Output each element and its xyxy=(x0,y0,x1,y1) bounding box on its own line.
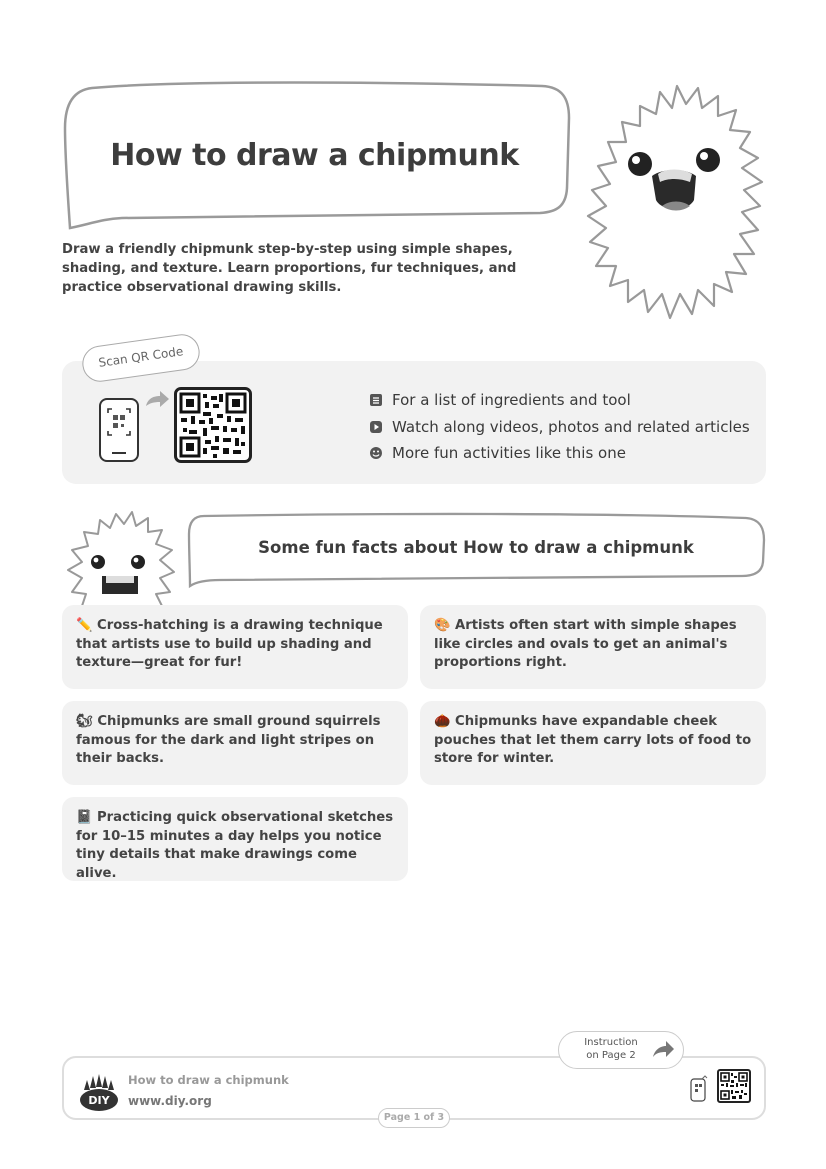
instruction-line-2: on Page 2 xyxy=(586,1050,636,1061)
facts-heading: Some fun facts about How to draw a chipmunk xyxy=(258,538,694,557)
arrow-right-icon xyxy=(651,1040,675,1060)
title-bubble xyxy=(62,78,572,230)
smiley-icon xyxy=(369,446,383,460)
footer-title: How to draw a chipmunk xyxy=(128,1073,289,1087)
play-icon xyxy=(369,420,383,434)
list-item-label: Watch along videos, photos and related articles xyxy=(392,417,750,436)
page-title: How to draw a chipmunk xyxy=(110,138,519,173)
fact-card: 🐿 Chipmunks are small ground squirrels famous for the dark and light stripes on their backs. xyxy=(62,701,408,785)
list-item-label: More fun activities like this one xyxy=(392,444,626,463)
scan-qr-tag: Scan QR Code xyxy=(80,332,202,384)
instruction-line-1: Instruction xyxy=(584,1037,638,1048)
instruction-label xyxy=(577,1036,645,1062)
phone-icon xyxy=(98,397,140,463)
facts-heading-bubble xyxy=(186,512,766,588)
qr-code-pattern-icon xyxy=(719,1071,749,1101)
instruction-link[interactable] xyxy=(558,1031,684,1069)
fact-card: ✏️ Cross-hatching is a drawing technique that artists use to build up shading and texture—great for fur! xyxy=(62,605,408,689)
page-indicator: Page 1 of 3 xyxy=(378,1108,450,1128)
list-icon xyxy=(369,393,383,407)
fact-card: 📓 Practicing quick observational sketches for 10–15 minutes a day helps you notice tiny details that make drawings come alive. xyxy=(62,797,408,881)
mascot-small-illustration xyxy=(66,510,178,606)
list-item xyxy=(369,440,750,467)
list-item xyxy=(369,414,750,441)
list-item xyxy=(369,387,750,414)
list-item-label: For a list of ingredients and tool xyxy=(392,391,631,410)
phone-icon xyxy=(690,1075,708,1103)
intro-text: Draw a friendly chipmunk step-by-step using simple shapes, shading, and texture. Learn proportions, fur techniques, and practice observational drawing skills. xyxy=(62,242,517,295)
diy-logo xyxy=(78,1070,120,1112)
qr-code[interactable] xyxy=(174,387,252,463)
footer-url-link[interactable]: www.diy.org xyxy=(128,1094,212,1108)
fact-card: 🎨 Artists often start with simple shapes like circles and ovals to get an animal's proportions right. xyxy=(420,605,766,689)
qr-code-pattern-icon xyxy=(177,390,249,460)
fact-card: 🌰 Chipmunks have expandable cheek pouches that let them carry lots of food to store for winter. xyxy=(420,701,766,785)
arrow-right-icon xyxy=(144,390,170,410)
diy-logo-text: DIY xyxy=(88,1094,110,1107)
qr-benefits-list xyxy=(369,387,750,467)
mascot-illustration xyxy=(582,78,772,328)
footer-qr-code[interactable] xyxy=(717,1069,751,1103)
